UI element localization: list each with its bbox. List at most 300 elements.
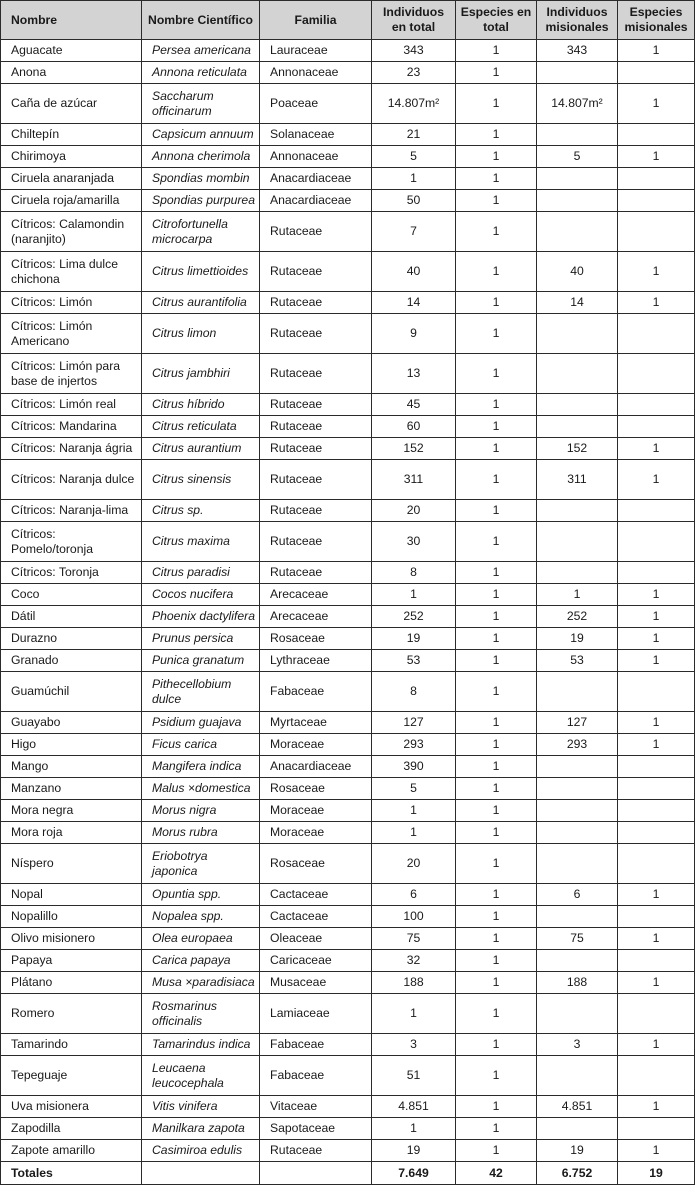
- cell-nombre: Cítricos: Limón: [1, 292, 142, 314]
- cell-individuos-misionales: [537, 906, 618, 928]
- cell-nombre-cientifico: Citrus aurantifolia: [142, 292, 260, 314]
- table-row: [1, 1140, 695, 1162]
- cell-nombre-cientifico: Saccharum officinarum: [142, 84, 260, 124]
- cell-especies-misionales: 1: [618, 712, 695, 734]
- cell-nombre-cientifico: Citrus maxima: [142, 522, 260, 562]
- cell-individuos-total: 60: [372, 416, 456, 438]
- cell-familia: Anacardiaceae: [260, 190, 372, 212]
- cell-familia: Rutaceae: [260, 1140, 372, 1162]
- cell-especies-misionales: 1: [618, 252, 695, 292]
- table-row: [1, 972, 695, 994]
- cell-especies-total: 1: [456, 500, 537, 522]
- cell-individuos-total: 343: [372, 40, 456, 62]
- cell-nombre-cientifico: Phoenix dactylifera: [142, 606, 260, 628]
- table-row: [1, 844, 695, 884]
- cell-familia: Musaceae: [260, 972, 372, 994]
- cell-nombre: Durazno: [1, 628, 142, 650]
- cell-individuos-total: 21: [372, 124, 456, 146]
- cell-nombre-cientifico: Citrus aurantium: [142, 438, 260, 460]
- cell-nombre-cientifico: Vitis vinifera: [142, 1096, 260, 1118]
- cell-especies-misionales: [618, 822, 695, 844]
- cell-individuos-misionales: 188: [537, 972, 618, 994]
- cell-nombre: Cítricos: Limón Americano: [1, 314, 142, 354]
- cell-individuos-total: 152: [372, 438, 456, 460]
- cell-familia: Rutaceae: [260, 314, 372, 354]
- cell-individuos-misionales: 6: [537, 884, 618, 906]
- cell-especies-total: 1: [456, 712, 537, 734]
- cell-especies-misionales: 1: [618, 928, 695, 950]
- table-row: [1, 168, 695, 190]
- cell-especies-total: 1: [456, 884, 537, 906]
- cell-nombre: Nopalillo: [1, 906, 142, 928]
- cell-individuos-total: 23: [372, 62, 456, 84]
- cell-nombre-cientifico: Malus ×domestica: [142, 778, 260, 800]
- cell-especies-total: 1: [456, 1034, 537, 1056]
- table-row: [1, 62, 695, 84]
- cell-especies-misionales: 1: [618, 1096, 695, 1118]
- table-body: [1, 40, 695, 1162]
- cell-nombre-cientifico: Citrus limon: [142, 314, 260, 354]
- table-row: [1, 522, 695, 562]
- cell-individuos-total: 4.851: [372, 1096, 456, 1118]
- cell-individuos-total: 9: [372, 314, 456, 354]
- cell-individuos-misionales: 5: [537, 146, 618, 168]
- cell-individuos-misionales: [537, 168, 618, 190]
- cell-nombre-cientifico: Tamarindus indica: [142, 1034, 260, 1056]
- cell-nombre-cientifico: Manilkara zapota: [142, 1118, 260, 1140]
- cell-individuos-total: 8: [372, 562, 456, 584]
- table-row: [1, 1096, 695, 1118]
- cell-especies-total: 1: [456, 650, 537, 672]
- cell-nombre-cientifico: Punica granatum: [142, 650, 260, 672]
- cell-especies-total: 1: [456, 460, 537, 500]
- cell-especies-total: 1: [456, 844, 537, 884]
- cell-especies-misionales: [618, 124, 695, 146]
- cell-individuos-misionales: [537, 314, 618, 354]
- cell-especies-misionales: 1: [618, 460, 695, 500]
- cell-individuos-total: 50: [372, 190, 456, 212]
- cell-nombre: Cítricos: Naranja ágria: [1, 438, 142, 460]
- cell-nombre-cientifico: Nopalea spp.: [142, 906, 260, 928]
- cell-individuos-misionales: [537, 62, 618, 84]
- cell-nombre-cientifico: Citrus jambhiri: [142, 354, 260, 394]
- cell-nombre: Cítricos: Mandarina: [1, 416, 142, 438]
- cell-especies-total: 1: [456, 124, 537, 146]
- cell-nombre: Papaya: [1, 950, 142, 972]
- header-especies-misionales: Especies misionales: [618, 1, 695, 40]
- cell-individuos-misionales: [537, 756, 618, 778]
- cell-especies-total: 1: [456, 928, 537, 950]
- cell-individuos-misionales: 40: [537, 252, 618, 292]
- cell-nombre-cientifico: Opuntia spp.: [142, 884, 260, 906]
- cell-especies-misionales: [618, 416, 695, 438]
- totals-individuos-total: 7.649: [372, 1162, 456, 1185]
- cell-individuos-total: 53: [372, 650, 456, 672]
- cell-especies-misionales: 1: [618, 146, 695, 168]
- table-row: [1, 606, 695, 628]
- cell-especies-misionales: 1: [618, 884, 695, 906]
- cell-nombre-cientifico: Casimiroa edulis: [142, 1140, 260, 1162]
- cell-individuos-misionales: 14.807m²: [537, 84, 618, 124]
- cell-individuos-misionales: 19: [537, 628, 618, 650]
- cell-familia: Myrtaceae: [260, 712, 372, 734]
- cell-familia: Rutaceae: [260, 292, 372, 314]
- cell-individuos-misionales: 152: [537, 438, 618, 460]
- cell-individuos-total: 40: [372, 252, 456, 292]
- cell-especies-total: 1: [456, 252, 537, 292]
- cell-individuos-misionales: [537, 778, 618, 800]
- cell-familia: Annonaceae: [260, 146, 372, 168]
- cell-especies-misionales: 1: [618, 734, 695, 756]
- cell-nombre: Manzano: [1, 778, 142, 800]
- table-row: [1, 650, 695, 672]
- cell-familia: Caricaceae: [260, 950, 372, 972]
- cell-especies-misionales: 1: [618, 650, 695, 672]
- table-row: [1, 756, 695, 778]
- cell-especies-total: 1: [456, 972, 537, 994]
- table-row: [1, 500, 695, 522]
- cell-especies-total: 1: [456, 62, 537, 84]
- table-row: [1, 584, 695, 606]
- cell-nombre-cientifico: Spondias mombin: [142, 168, 260, 190]
- cell-individuos-total: 14.807m²: [372, 84, 456, 124]
- table-row: [1, 1118, 695, 1140]
- cell-familia: Poaceae: [260, 84, 372, 124]
- cell-nombre: Guayabo: [1, 712, 142, 734]
- cell-nombre: Romero: [1, 994, 142, 1034]
- cell-nombre: Cítricos: Limón real: [1, 394, 142, 416]
- cell-individuos-misionales: 252: [537, 606, 618, 628]
- cell-individuos-misionales: 1: [537, 584, 618, 606]
- cell-nombre-cientifico: Spondias purpurea: [142, 190, 260, 212]
- cell-especies-total: 1: [456, 146, 537, 168]
- table-row: [1, 354, 695, 394]
- cell-especies-misionales: [618, 950, 695, 972]
- table-row: [1, 906, 695, 928]
- totals-row: [1, 1162, 695, 1185]
- cell-individuos-total: 293: [372, 734, 456, 756]
- cell-nombre: Cítricos: Calamondin (naranjito): [1, 212, 142, 252]
- cell-familia: Anacardiaceae: [260, 756, 372, 778]
- cell-especies-misionales: [618, 314, 695, 354]
- cell-nombre-cientifico: Cocos nucifera: [142, 584, 260, 606]
- table-row: [1, 712, 695, 734]
- cell-nombre-cientifico: Eriobotrya japonica: [142, 844, 260, 884]
- cell-nombre: Cítricos: Naranja-lima: [1, 500, 142, 522]
- cell-especies-misionales: [618, 672, 695, 712]
- cell-nombre: Cítricos: Pomelo/toronja: [1, 522, 142, 562]
- cell-especies-misionales: [618, 1118, 695, 1140]
- cell-individuos-total: 1: [372, 800, 456, 822]
- table-row: [1, 1034, 695, 1056]
- table-row: [1, 950, 695, 972]
- cell-individuos-misionales: [537, 190, 618, 212]
- cell-nombre: Mora negra: [1, 800, 142, 822]
- cell-individuos-misionales: [537, 394, 618, 416]
- cell-individuos-total: 13: [372, 354, 456, 394]
- cell-individuos-total: 252: [372, 606, 456, 628]
- cell-individuos-total: 188: [372, 972, 456, 994]
- header-individuos-misionales: Individuos misionales: [537, 1, 618, 40]
- cell-individuos-total: 19: [372, 1140, 456, 1162]
- cell-familia: Moraceae: [260, 800, 372, 822]
- cell-especies-misionales: [618, 354, 695, 394]
- cell-individuos-misionales: 75: [537, 928, 618, 950]
- cell-individuos-misionales: 311: [537, 460, 618, 500]
- table-row: [1, 212, 695, 252]
- cell-especies-total: 1: [456, 190, 537, 212]
- cell-nombre-cientifico: Annona cherimola: [142, 146, 260, 168]
- cell-nombre-cientifico: Rosmarinus officinalis: [142, 994, 260, 1034]
- table-row: [1, 672, 695, 712]
- cell-nombre-cientifico: Carica papaya: [142, 950, 260, 972]
- cell-individuos-total: 5: [372, 778, 456, 800]
- cell-especies-total: 1: [456, 416, 537, 438]
- table-row: [1, 292, 695, 314]
- cell-individuos-total: 8: [372, 672, 456, 712]
- header-nombre: Nombre: [1, 1, 142, 40]
- cell-nombre-cientifico: Citrus limettioides: [142, 252, 260, 292]
- cell-familia: Arecaceae: [260, 584, 372, 606]
- cell-familia: Rutaceae: [260, 460, 372, 500]
- cell-familia: Rutaceae: [260, 354, 372, 394]
- cell-especies-misionales: 1: [618, 972, 695, 994]
- cell-familia: Solanaceae: [260, 124, 372, 146]
- header-nombre-cientifico: Nombre Científico: [142, 1, 260, 40]
- cell-individuos-misionales: [537, 562, 618, 584]
- cell-nombre: Tepeguaje: [1, 1056, 142, 1096]
- cell-especies-total: 1: [456, 40, 537, 62]
- cell-familia: Rutaceae: [260, 438, 372, 460]
- totals-individuos-misionales: 6.752: [537, 1162, 618, 1185]
- cell-nombre: Higo: [1, 734, 142, 756]
- cell-individuos-total: 6: [372, 884, 456, 906]
- cell-nombre: Ciruela roja/amarilla: [1, 190, 142, 212]
- cell-familia: Rutaceae: [260, 562, 372, 584]
- cell-especies-misionales: [618, 190, 695, 212]
- cell-familia: Annonaceae: [260, 62, 372, 84]
- cell-especies-total: 1: [456, 168, 537, 190]
- cell-individuos-misionales: [537, 844, 618, 884]
- cell-nombre: Zapodilla: [1, 1118, 142, 1140]
- totals-label: Totales: [1, 1162, 142, 1185]
- cell-especies-total: 1: [456, 628, 537, 650]
- table-row: [1, 190, 695, 212]
- cell-especies-total: 1: [456, 562, 537, 584]
- cell-nombre: Zapote amarillo: [1, 1140, 142, 1162]
- cell-especies-misionales: [618, 168, 695, 190]
- cell-individuos-total: 1: [372, 1118, 456, 1140]
- cell-familia: Moraceae: [260, 822, 372, 844]
- cell-individuos-misionales: 19: [537, 1140, 618, 1162]
- cell-especies-misionales: 1: [618, 1140, 695, 1162]
- cell-nombre: Chiltepín: [1, 124, 142, 146]
- cell-nombre-cientifico: Prunus persica: [142, 628, 260, 650]
- cell-nombre-cientifico: Persea americana: [142, 40, 260, 62]
- table-row: [1, 884, 695, 906]
- cell-nombre: Anona: [1, 62, 142, 84]
- cell-especies-total: 1: [456, 756, 537, 778]
- cell-nombre: Plátano: [1, 972, 142, 994]
- cell-individuos-total: 45: [372, 394, 456, 416]
- cell-especies-total: 1: [456, 950, 537, 972]
- cell-individuos-misionales: [537, 994, 618, 1034]
- table-row: [1, 562, 695, 584]
- cell-nombre-cientifico: Citrus reticulata: [142, 416, 260, 438]
- cell-nombre-cientifico: Musa ×paradisiaca: [142, 972, 260, 994]
- cell-especies-misionales: [618, 500, 695, 522]
- cell-individuos-total: 3: [372, 1034, 456, 1056]
- totals-empty-familia: [260, 1162, 372, 1185]
- table-row: [1, 146, 695, 168]
- cell-nombre-cientifico: Capsicum annuum: [142, 124, 260, 146]
- cell-familia: Moraceae: [260, 734, 372, 756]
- table-row: [1, 314, 695, 354]
- table-row: [1, 438, 695, 460]
- cell-especies-total: 1: [456, 994, 537, 1034]
- cell-nombre: Caña de azúcar: [1, 84, 142, 124]
- cell-especies-total: 1: [456, 1056, 537, 1096]
- cell-nombre: Cítricos: Lima dulce chichona: [1, 252, 142, 292]
- cell-individuos-misionales: [537, 500, 618, 522]
- cell-nombre: Mora roja: [1, 822, 142, 844]
- table-row: [1, 460, 695, 500]
- cell-familia: Fabaceae: [260, 672, 372, 712]
- cell-individuos-misionales: 343: [537, 40, 618, 62]
- cell-nombre: Nopal: [1, 884, 142, 906]
- cell-individuos-misionales: 4.851: [537, 1096, 618, 1118]
- cell-individuos-misionales: [537, 1118, 618, 1140]
- cell-individuos-misionales: [537, 212, 618, 252]
- cell-nombre: Ciruela anaranjada: [1, 168, 142, 190]
- cell-familia: Lauraceae: [260, 40, 372, 62]
- cell-especies-total: 1: [456, 906, 537, 928]
- cell-individuos-total: 311: [372, 460, 456, 500]
- cell-individuos-total: 5: [372, 146, 456, 168]
- cell-especies-misionales: 1: [618, 292, 695, 314]
- cell-especies-total: 1: [456, 1118, 537, 1140]
- cell-especies-total: 1: [456, 606, 537, 628]
- cell-nombre-cientifico: Psidium guajava: [142, 712, 260, 734]
- table-footer: [1, 1162, 695, 1185]
- cell-especies-misionales: [618, 212, 695, 252]
- cell-especies-misionales: 1: [618, 1034, 695, 1056]
- cell-individuos-total: 1: [372, 822, 456, 844]
- table-row: [1, 124, 695, 146]
- cell-especies-misionales: 1: [618, 40, 695, 62]
- cell-familia: Rutaceae: [260, 522, 372, 562]
- cell-especies-misionales: [618, 522, 695, 562]
- cell-nombre: Uva misionera: [1, 1096, 142, 1118]
- cell-nombre-cientifico: Citrus sinensis: [142, 460, 260, 500]
- cell-individuos-total: 20: [372, 844, 456, 884]
- table-row: [1, 822, 695, 844]
- cell-individuos-misionales: 3: [537, 1034, 618, 1056]
- cell-individuos-misionales: [537, 822, 618, 844]
- cell-nombre-cientifico: Annona reticulata: [142, 62, 260, 84]
- cell-individuos-misionales: 293: [537, 734, 618, 756]
- cell-individuos-misionales: [537, 672, 618, 712]
- table-row: [1, 778, 695, 800]
- cell-familia: Rutaceae: [260, 212, 372, 252]
- table-row: [1, 994, 695, 1034]
- cell-especies-total: 1: [456, 778, 537, 800]
- cell-familia: Rosaceae: [260, 778, 372, 800]
- cell-especies-misionales: 1: [618, 438, 695, 460]
- cell-especies-total: 1: [456, 584, 537, 606]
- cell-nombre: Cítricos: Toronja: [1, 562, 142, 584]
- cell-individuos-total: 75: [372, 928, 456, 950]
- cell-nombre: Mango: [1, 756, 142, 778]
- cell-especies-total: 1: [456, 84, 537, 124]
- cell-nombre: Coco: [1, 584, 142, 606]
- table-row: [1, 1056, 695, 1096]
- cell-especies-total: 1: [456, 354, 537, 394]
- cell-individuos-misionales: [537, 1056, 618, 1096]
- table-row: [1, 84, 695, 124]
- cell-especies-total: 1: [456, 672, 537, 712]
- table-header: [1, 1, 695, 40]
- cell-nombre: Cítricos: Naranja dulce: [1, 460, 142, 500]
- cell-familia: Vitaceae: [260, 1096, 372, 1118]
- cell-individuos-misionales: [537, 522, 618, 562]
- cell-familia: Lamiaceae: [260, 994, 372, 1034]
- cell-especies-misionales: [618, 562, 695, 584]
- cell-familia: Sapotaceae: [260, 1118, 372, 1140]
- cell-nombre: Tamarindo: [1, 1034, 142, 1056]
- cell-nombre-cientifico: Citrus híbrido: [142, 394, 260, 416]
- cell-individuos-misionales: [537, 124, 618, 146]
- cell-familia: Anacardiaceae: [260, 168, 372, 190]
- cell-nombre: Dátil: [1, 606, 142, 628]
- cell-especies-misionales: [618, 778, 695, 800]
- cell-familia: Lythraceae: [260, 650, 372, 672]
- cell-familia: Arecaceae: [260, 606, 372, 628]
- cell-nombre-cientifico: Olea europaea: [142, 928, 260, 950]
- totals-especies-total: 42: [456, 1162, 537, 1185]
- cell-especies-total: 1: [456, 394, 537, 416]
- cell-individuos-misionales: [537, 800, 618, 822]
- cell-individuos-total: 7: [372, 212, 456, 252]
- cell-familia: Rosaceae: [260, 628, 372, 650]
- cell-nombre-cientifico: Pithecellobium dulce: [142, 672, 260, 712]
- cell-nombre-cientifico: Citrus sp.: [142, 500, 260, 522]
- cell-especies-total: 1: [456, 212, 537, 252]
- cell-especies-misionales: 1: [618, 628, 695, 650]
- cell-especies-total: 1: [456, 314, 537, 354]
- cell-nombre: Chirimoya: [1, 146, 142, 168]
- cell-especies-total: 1: [456, 1140, 537, 1162]
- cell-nombre: Níspero: [1, 844, 142, 884]
- cell-nombre-cientifico: Morus rubra: [142, 822, 260, 844]
- cell-individuos-total: 1: [372, 168, 456, 190]
- cell-especies-total: 1: [456, 734, 537, 756]
- cell-familia: Rutaceae: [260, 252, 372, 292]
- cell-especies-misionales: 1: [618, 84, 695, 124]
- cell-nombre: Aguacate: [1, 40, 142, 62]
- cell-nombre: Cítricos: Limón para base de injertos: [1, 354, 142, 394]
- cell-especies-misionales: [618, 994, 695, 1034]
- cell-nombre: Olivo misionero: [1, 928, 142, 950]
- totals-especies-misionales: 19: [618, 1162, 695, 1185]
- cell-individuos-total: 19: [372, 628, 456, 650]
- cell-familia: Fabaceae: [260, 1034, 372, 1056]
- cell-individuos-misionales: [537, 354, 618, 394]
- cell-individuos-total: 1: [372, 994, 456, 1034]
- table-row: [1, 416, 695, 438]
- cell-nombre-cientifico: Citrus paradisi: [142, 562, 260, 584]
- cell-especies-misionales: [618, 62, 695, 84]
